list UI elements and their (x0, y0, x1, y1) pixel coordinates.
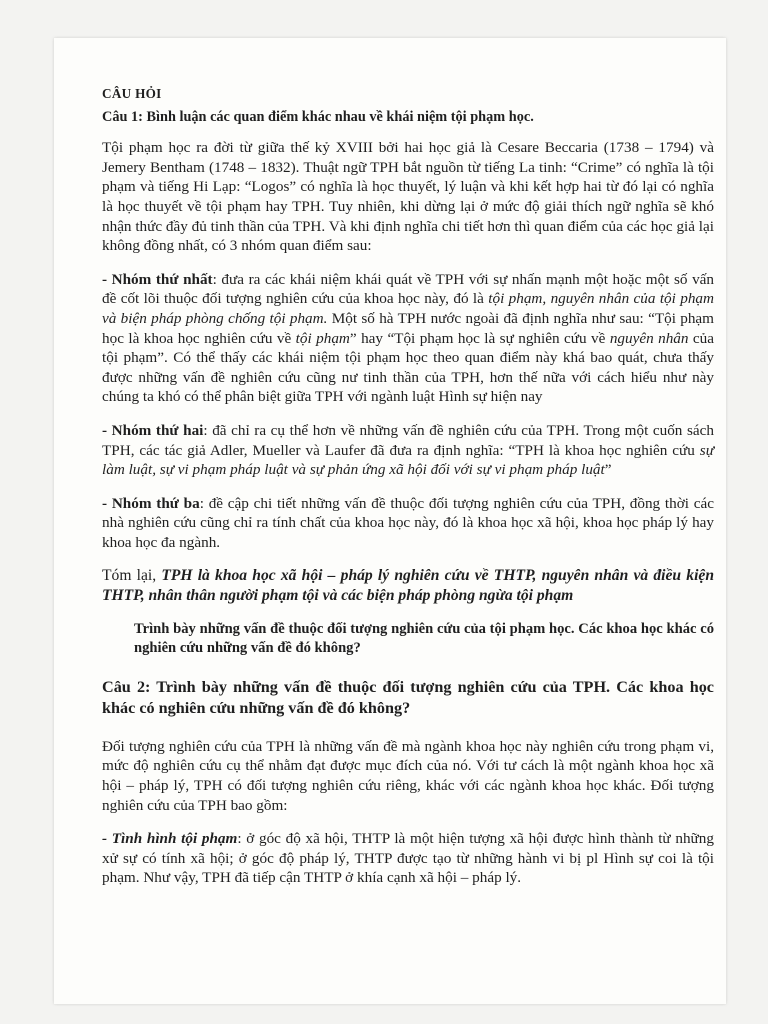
group-1-emphasis-c: nguyên nhân (609, 329, 689, 347)
group-2-emphasis: sự làm luật, sự vi phạm pháp luật và sự phản ứng xã hội đối với sự vi phạm pháp luật (102, 441, 714, 479)
summary-lead: Tóm lại, (102, 567, 162, 585)
item-1-label: - Tình hình tội phạm (102, 830, 238, 848)
summary-paragraph (102, 566, 714, 605)
group-2-text-a: : đã chỉ ra cụ thể hơn về những vấn đề nghiên cứu của TPH. Trong một cuốn sách TPH, các tác giả Adler, Mueller và Laufer đã đưa ra định nghĩa: “TPH là khoa học nghiên cứu (102, 421, 714, 459)
group-1-label: - Nhóm thứ nhất (102, 270, 213, 288)
group-2-paragraph (102, 421, 714, 480)
item-1-paragraph (102, 829, 714, 888)
item-1-text: : ở góc độ xã hội, THTP là một hiện tượng xã hội được hình thành từ những xử sự có tính xã hội; ở góc độ pháp lý, THTP được tạo từ những hành vi bị pl Hình sự coi là tội phạm. Như vậy, TPH đã tiếp cận THTP ở khía cạnh xã hội – pháp lý. (102, 830, 714, 887)
document-page (54, 38, 726, 1004)
question-1-title: Câu 1: Bình luận các quan điểm khác nhau về khái niệm tội phạm học. (102, 108, 534, 125)
group-2-label: - Nhóm thứ hai (102, 421, 204, 439)
group-1-paragraph (102, 270, 714, 407)
question-2-title: Câu 2: Trình bày những vấn đề thuộc đối tượng nghiên cứu của TPH. Các khoa học khác có nghiên cứu những vấn đề đó không? (102, 677, 714, 717)
group-1-text-d: của tội phạm”. Có thể thấy các khái niệm tội phạm học theo quan điểm này khá bao quát, chưa thấy được những vấn đề nghiên cứu cũng nư tinh thần của TPH, hơn thế nữa với cách hiểu như này chúng ta khó có thể phân biệt giữa TPH với ngành luật Hình sự hiện nay (102, 329, 715, 406)
summary-emphasis: TPH là khoa học xã hội – pháp lý nghiên cứu về THTP, nguyên nhân và điều kiện THTP, nhân thân người phạm tội và các biện pháp phòng ngừa tội phạm (102, 567, 714, 605)
document-body (102, 84, 714, 888)
section-heading: CÂU HỎI (102, 86, 162, 101)
question-note: Trình bày những vấn đề thuộc đối tượng nghiên cứu của tội phạm học. Các khoa học khác có nghiên cứu những vấn đề đó không? (134, 620, 714, 657)
group-3-text: : đề cập chi tiết những vấn đề thuộc đối tượng nghiên cứu của TPH, đồng thời các nhà nghiên cứu cũng chỉ ra tính chất của khoa học này, đó là khoa học xã hội, khoa học pháp lý hay khoa học đa ngành. (102, 494, 714, 551)
group-1-text-a: : đưa ra các khái niệm khái quát về TPH với sự nhấn mạnh một hoặc một số vấn đề cốt lõi thuộc đối tượng nghiên cứu của khoa học này, đó là (102, 270, 714, 308)
group-1-text-c: ” hay “Tội phạm học là sự nghiên cứu về (349, 329, 610, 347)
group-3-label: - Nhóm thứ ba (102, 494, 200, 512)
group-1-emphasis-a: tội phạm, nguyên nhân của tội phạm và biện pháp phòng chống tội phạm. (102, 290, 714, 327)
group-3-paragraph (102, 494, 714, 553)
intro-paragraph: Tội phạm học ra đời từ giữa thế kỷ XVIII bởi hai học giả là Cesare Beccaria (1738 – 1794) và Jemery Bentham (1748 – 1832). Thuật ngữ TPH bắt nguồn từ tiếng La tinh: “Crime” có nghĩa là tội phạm và tiếng Hi Lạp: “Logos” có nghĩa là học thuyết, lý luận và khi kết hợp hai từ đó lại có nghĩa là học thuyết về tội phạm hay TPH. Tuy nhiên, khi dừng lại ở mức độ giải thích ngữ nghĩa sẽ khó nhận thức đầy đủ tinh thần của TPH. Và khi định nghĩa chi tiết hơn thì quan điểm của các học giả lại không đồng nhất, có 3 nhóm quan điểm sau: (102, 139, 714, 255)
answer-2-paragraph: Đối tượng nghiên cứu của TPH là những vấn đề mà ngành khoa học này nghiên cứu trong phạm vi, mức độ nghiên cứu cụ thể nhằm đạt được mục đích của nó. Với tư cách là một ngành khoa học xã hội – pháp lý, TPH có đối tượng nghiên cứu riêng, khác với các ngành khoa học khác. Đối tượng nghiên cứu của TPH bao gồm: (102, 737, 714, 814)
group-1-text-b: Một số hà TPH nước ngoài đã định nghĩa như sau: “Tội phạm học là khoa học nghiên cứu về (102, 309, 714, 347)
group-2-text-b: ” (604, 461, 612, 479)
group-1-emphasis-b: tội phạm (295, 329, 350, 347)
